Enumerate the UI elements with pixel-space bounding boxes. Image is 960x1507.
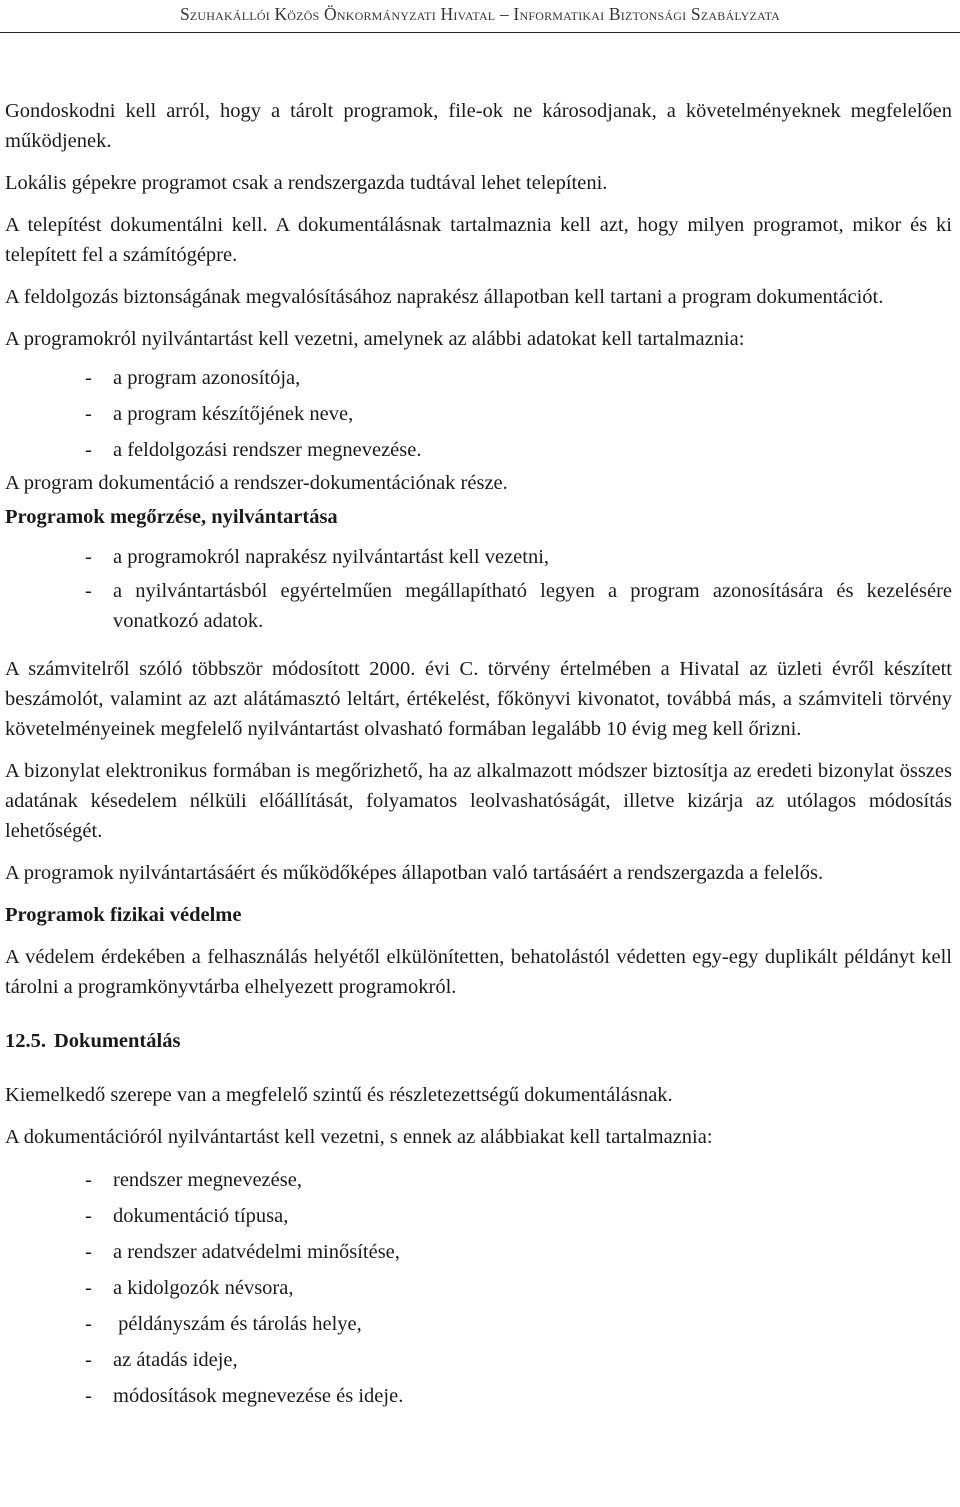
list-dash: - xyxy=(85,1349,92,1371)
list-dash: - xyxy=(85,1205,92,1227)
list-dash: - xyxy=(85,367,92,389)
heading-program-preservation: Programok megőrzése, nyilvántartása xyxy=(5,506,338,528)
list-item xyxy=(5,396,952,432)
list-item xyxy=(5,1234,952,1270)
list-item xyxy=(5,576,952,636)
document-body xyxy=(5,96,952,1414)
paragraph-programs-integrity: Gondoskodni kell arról, hogy a tárolt programok, file-ok ne károsodjanak, a követelményeknek megfelelően működjenek. xyxy=(5,100,952,152)
list-dash: - xyxy=(85,403,92,425)
paragraph-program-doc-part: A program dokumentáció a rendszer-dokumentációnak része. xyxy=(5,472,508,494)
paragraph-duplicate-copy: A védelem érdekében a felhasználás helyétől elkülönítetten, behatolástól védetten egy-egy duplikált példányt kell tárolni a programkönyvtárba elhelyezett programokról. xyxy=(5,946,952,998)
list-item-text: a programokról naprakész nyilvántartást kell vezetni, xyxy=(113,546,550,568)
list-dash: - xyxy=(85,580,92,602)
section-title: Dokumentálás xyxy=(54,1030,181,1052)
section-number: 12.5. xyxy=(5,1030,46,1052)
page-header xyxy=(0,0,960,33)
list-item-text: a feldolgozási rendszer megnevezése. xyxy=(113,439,422,461)
program-preservation-list xyxy=(5,542,952,636)
list-item-text: a kidolgozók névsora, xyxy=(113,1277,294,1299)
paragraph-accounting-law: A számvitelről szóló többször módosított 2000. évi C. törvény értelmében a Hivatal az üzleti évről készített beszámolót, valamint az azt alátámasztó leltárt, értékelést, főkönyvi kivonatot, továbbá más, a számviteli törvény követelményeinek megfelelő nyilvántartást olvasható formában legalább 10 évig meg kell őrizni. xyxy=(5,658,952,740)
list-item-text: az átadás ideje, xyxy=(113,1349,238,1371)
list-item xyxy=(5,1342,952,1378)
paragraph-program-registry-intro: A programokról nyilvántartást kell vezetni, amelynek az alábbi adatokat kell tartalmaznia: xyxy=(5,328,745,350)
paragraph-sysadmin-responsibility: A programok nyilvántartásáért és működőképes állapotban való tartásáért a rendszergazda a felelős. xyxy=(5,862,824,884)
list-item xyxy=(5,1306,952,1342)
heading-physical-protection: Programok fizikai védelme xyxy=(5,904,242,926)
list-item xyxy=(5,1270,952,1306)
documentation-registry-list xyxy=(5,1162,952,1414)
list-dash: - xyxy=(85,439,92,461)
paragraph-electronic-voucher: A bizonylat elektronikus formában is megőrizhető, ha az alkalmazott módszer biztosítja az eredeti bizonylat összes adatának késedelem nélküli előállítását, folyamatos leolvashatóságát, illetve kizárja az utólagos módosítás lehetőségét. xyxy=(5,760,952,842)
section-heading-documentation xyxy=(5,1026,952,1056)
list-dash: - xyxy=(85,1277,92,1299)
list-dash: - xyxy=(85,546,92,568)
paragraph-documentation-importance: Kiemelkedő szerepe van a megfelelő szintű és részletezettségű dokumentálásnak. xyxy=(5,1084,673,1106)
list-item-text: dokumentáció típusa, xyxy=(113,1205,289,1227)
list-dash: - xyxy=(85,1313,92,1335)
list-dash: - xyxy=(85,1169,92,1191)
list-item xyxy=(5,1198,952,1234)
list-dash: - xyxy=(85,1385,92,1407)
paragraph-install-documentation: A telepítést dokumentálni kell. A dokumentálásnak tartalmaznia kell azt, hogy milyen programot, mikor és ki telepített fel a számítógépre. xyxy=(5,214,952,266)
list-item xyxy=(5,432,952,468)
list-item xyxy=(5,1162,952,1198)
list-item-text: a program azonosítója, xyxy=(113,367,301,389)
list-item-text: példányszám és tárolás helye, xyxy=(113,1313,362,1335)
list-item-text: rendszer megnevezése, xyxy=(113,1169,302,1191)
paragraph-local-install: Lokális gépekre programot csak a rendszergazda tudtával lehet telepíteni. xyxy=(5,172,608,194)
list-dash: - xyxy=(85,1241,92,1263)
list-item-text: a rendszer adatvédelmi minősítése, xyxy=(113,1241,400,1263)
header-title: Szuhakállói Közös Önkormányzati Hivatal – Informatikai Biztonsági Szabályzata xyxy=(179,4,781,24)
paragraph-documentation-registry-intro: A dokumentációról nyilvántartást kell vezetni, s ennek az alábbiakat kell tartalmaznia: xyxy=(5,1126,713,1148)
list-item-text: módosítások megnevezése és ideje. xyxy=(113,1385,404,1407)
list-item xyxy=(5,542,952,572)
list-item-text: a program készítőjének neve, xyxy=(113,403,354,425)
list-item-text: a nyilvántartásból egyértelműen megállapítható legyen a program azonosítására és kezelésére vonatkozó adatok. xyxy=(113,580,952,632)
list-item xyxy=(5,1378,952,1414)
paragraph-processing-security: A feldolgozás biztonságának megvalósításához naprakész állapotban kell tartani a program dokumentációt. xyxy=(5,286,884,308)
list-item xyxy=(5,360,952,396)
program-registry-list xyxy=(5,360,952,468)
